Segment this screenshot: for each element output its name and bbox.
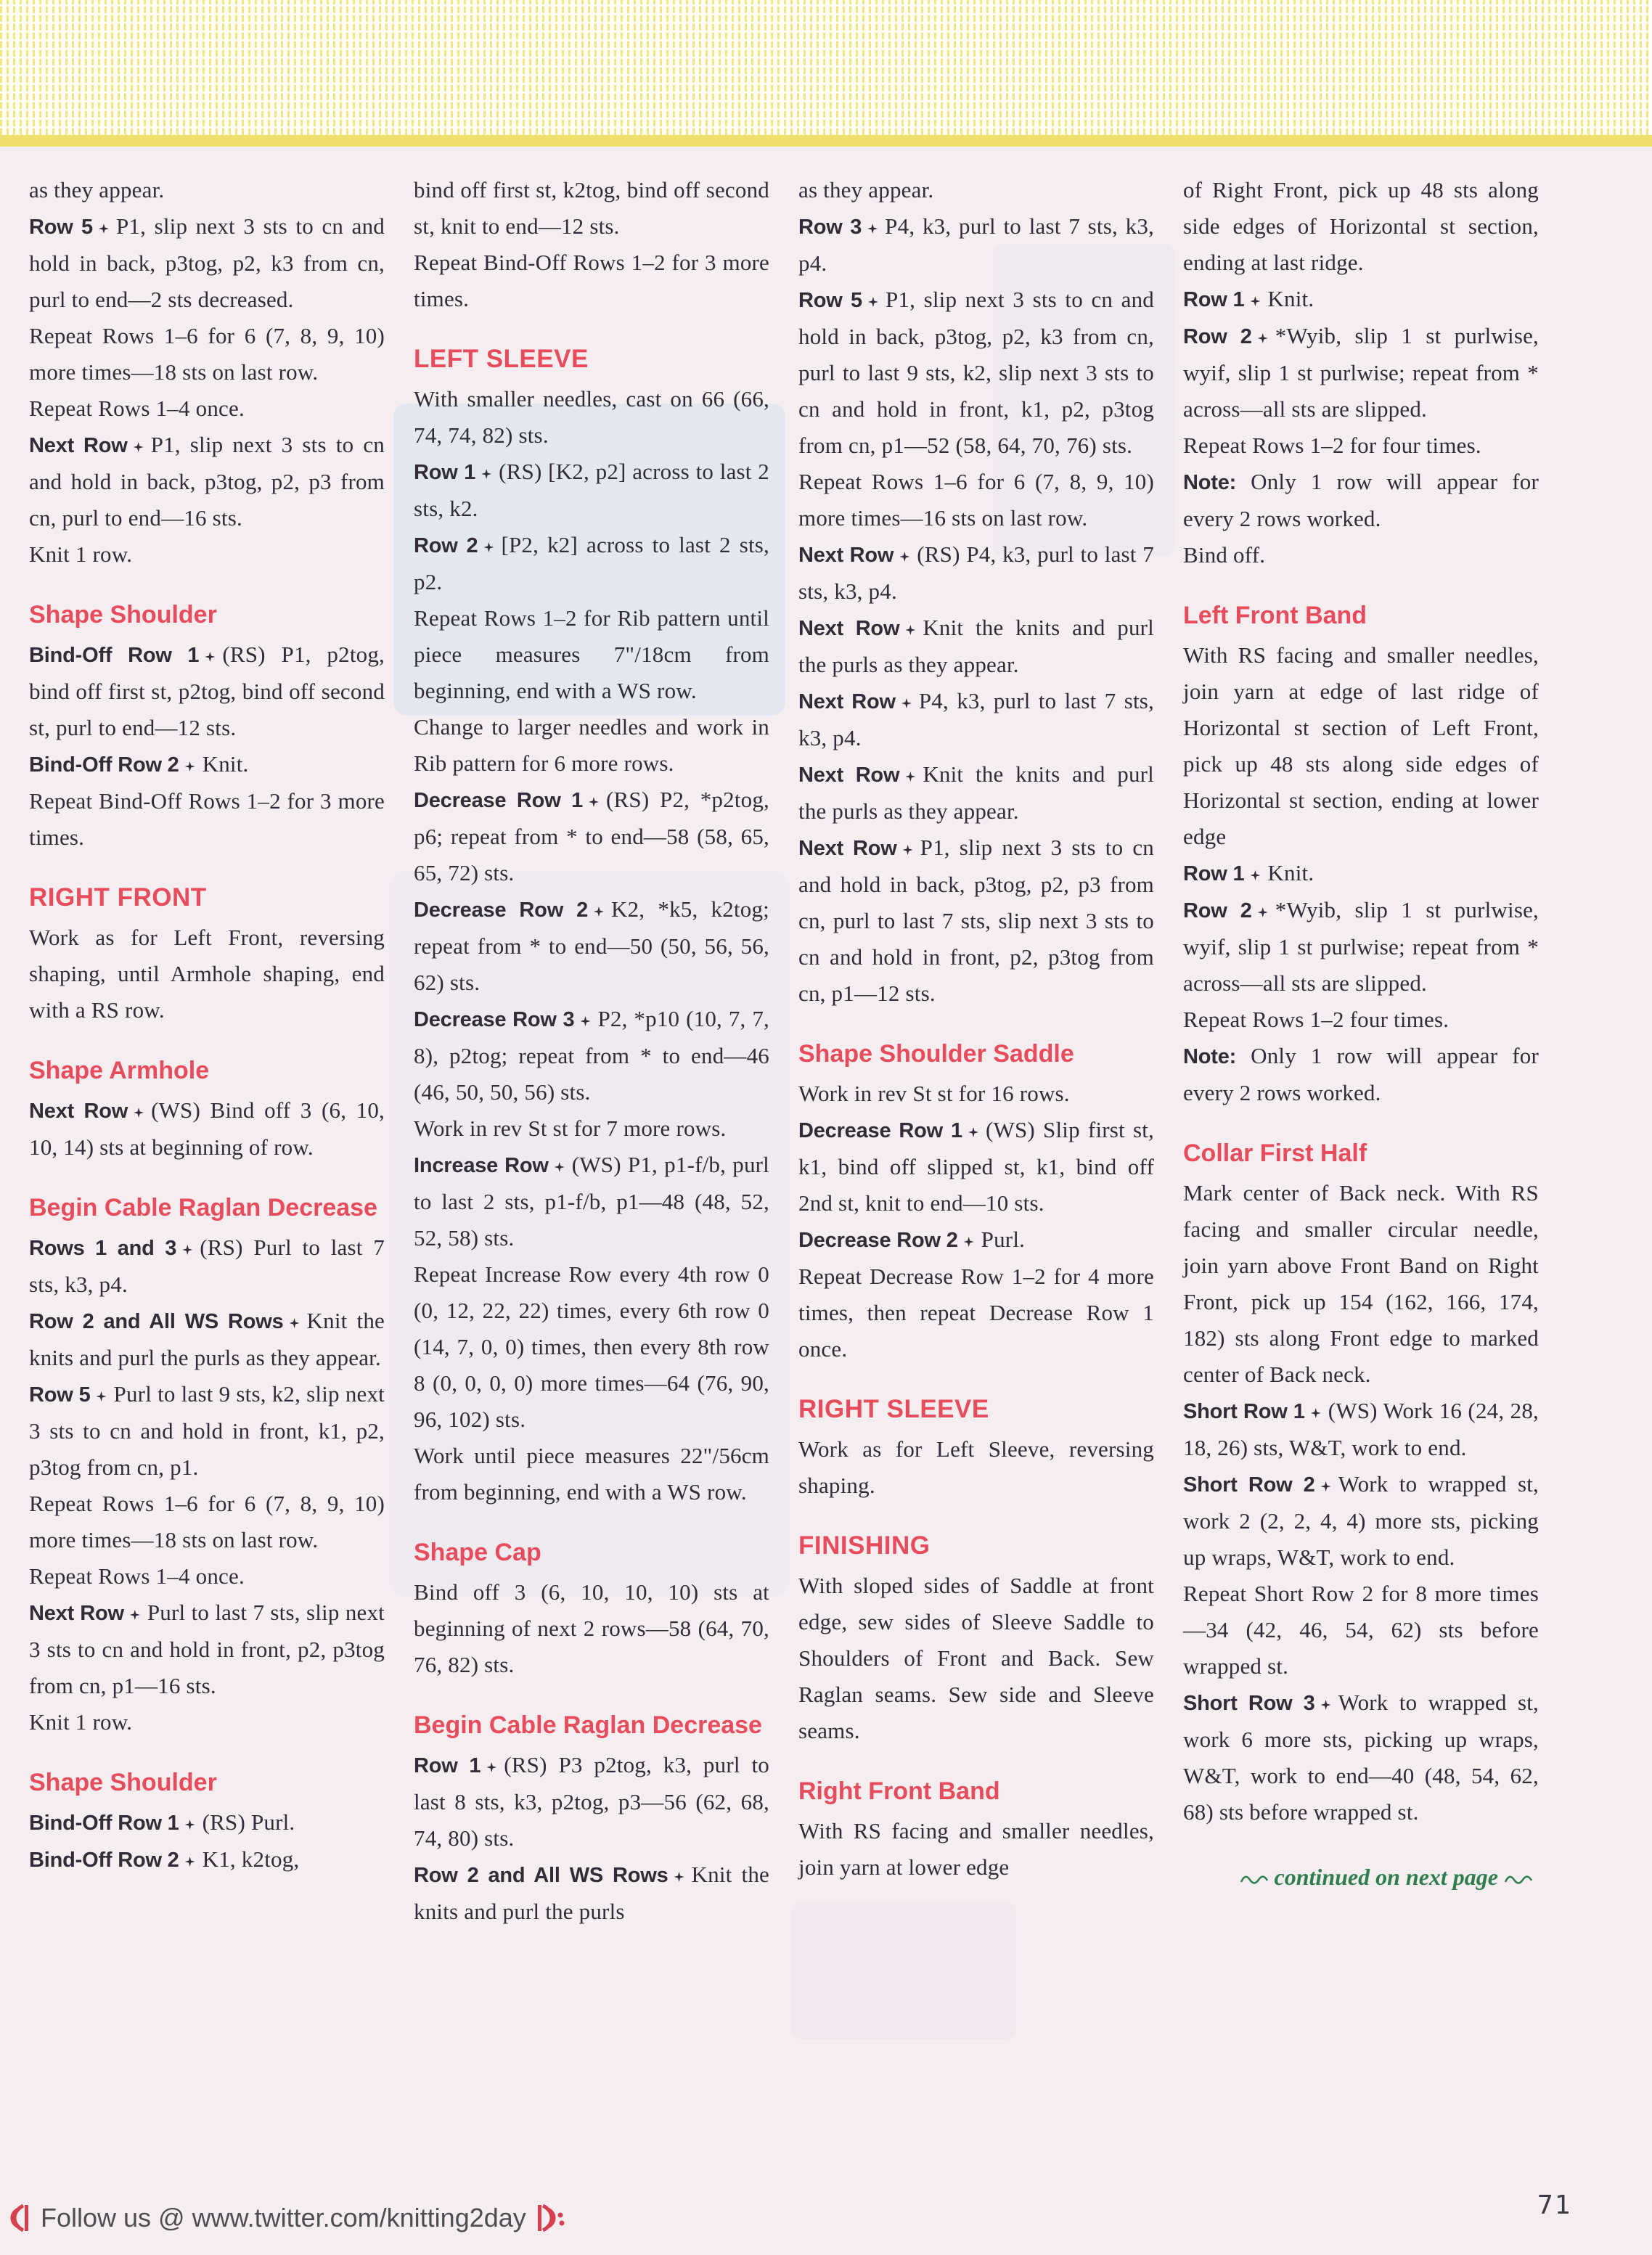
pattern-paragraph: of Right Front, pick up 48 sts along side edges of Horizontal st section, ending at last ridge. — [1183, 177, 1539, 275]
pattern-paragraph: Repeat Rows 1–4 once. — [29, 396, 245, 421]
pattern-paragraph: Next Row P4, k3, purl to last 7 sts, k3, p4. — [798, 688, 1155, 750]
pattern-paragraph: Work as for Left Front, reversing shaping, until Armhole shaping, end with a RS row. — [29, 925, 385, 1023]
pattern-paragraph: as they appear. — [798, 177, 934, 202]
row-label: Row 1 — [414, 1754, 481, 1777]
section-heading: FINISHING — [798, 1531, 931, 1560]
yarn-ornament-left-icon — [6, 2201, 30, 2235]
columns — [29, 172, 1539, 1930]
pattern-paragraph: Short Row 2 Work to wrapped st, work 2 (2, 2, 4, 4) more sts, picking up wraps, W&T, work to end. — [1183, 1471, 1539, 1570]
page-number: 71 — [1537, 2190, 1572, 2220]
pattern-paragraph: Work as for Left Sleeve, reversing shaping. — [798, 1436, 1154, 1498]
pattern-paragraph: Next Row P1, slip next 3 sts to cn and hold in back, p3tog, p2, p3 from cn, purl to last 7 sts, slip next 3 sts to cn and hold in front, p2, p3tog from cn, p1—12 sts. — [798, 835, 1155, 1006]
diamond-icon — [134, 1108, 144, 1118]
sub-heading: Begin Cable Raglan Decrease — [29, 1194, 377, 1221]
diamond-icon — [580, 1016, 590, 1026]
pattern-paragraph: Row 2 and All WS Rows Knit the knits and purl the purls — [414, 1862, 769, 1924]
pattern-paragraph: Row 5 Purl to last 9 sts, k2, slip next 3 sts to cn and hold in front, k1, p2, p3tog from cn, p1. — [29, 1381, 385, 1480]
row-label: Decrease Row 2 — [414, 899, 589, 922]
pattern-paragraph: Increase Row (WS) P1, p1-f/b, purl to last 2 sts, p1-f/b, p1—48 (48, 52, 52, 58) sts. — [414, 1152, 769, 1251]
pattern-paragraph: Decrease Row 1 (RS) P2, *p2tog, p6; repeat from * to end—58 (58, 65, 65, 72) sts. — [414, 787, 769, 885]
diamond-icon — [899, 552, 909, 562]
row-label: Decrease Row 1 — [414, 789, 584, 812]
diamond-icon — [99, 224, 109, 234]
pattern-paragraph: Row 2 [P2, k2] across to last 2 sts, p2. — [414, 532, 769, 594]
sub-heading: Collar First Half — [1183, 1139, 1367, 1167]
diamond-icon — [903, 845, 913, 855]
row-label: Short Row 2 — [1183, 1473, 1315, 1497]
pattern-paragraph: Row 1 (RS) [K2, p2] across to last 2 sts, k2. — [414, 459, 769, 521]
pattern-paragraph: Next Row (RS) P4, k3, purl to last 7 sts, k3, p4. — [798, 541, 1154, 604]
row-label: Next Row — [798, 544, 894, 567]
diamond-icon — [134, 442, 144, 452]
row-label: Row 2 and All WS Rows — [29, 1310, 284, 1333]
pattern-paragraph: Work in rev St st for 16 rows. — [798, 1081, 1070, 1106]
pattern-paragraph: Row 2 *Wyib, slip 1 st purlwise, wyif, slip 1 st purlwise; repeat from * across—all sts are slipped. — [1183, 323, 1539, 422]
row-label: Next Row — [798, 764, 900, 787]
sub-heading: Right Front Band — [798, 1777, 1000, 1805]
pattern-paragraph: Note: Only 1 row will appear for every 2 rows worked. — [1183, 1043, 1539, 1105]
pattern-paragraph: Repeat Rows 1–4 once. — [29, 1563, 245, 1589]
pattern-paragraph: Repeat Rows 1–2 four times. — [1183, 1007, 1449, 1032]
pattern-paragraph: Row 1 (RS) P3 p2tog, k3, purl to last 8 sts, k3, p2tog, p3—56 (62, 68, 74, 80) sts. — [414, 1752, 769, 1851]
pattern-paragraph: Repeat Decrease Row 1–2 for 4 more times, then repeat Decrease Row 1 once. — [798, 1264, 1154, 1362]
pattern-paragraph: Repeat Bind-Off Rows 1–2 for 3 more times. — [414, 250, 769, 311]
pattern-paragraph: Bind-Off Row 2 K1, k2tog, — [29, 1846, 300, 1872]
diamond-icon — [905, 625, 915, 635]
sub-heading: Shape Shoulder — [29, 1769, 217, 1796]
pattern-paragraph: Next Row Knit the knits and purl the purls as they appear. — [798, 761, 1154, 824]
row-label: Next Row — [798, 690, 896, 713]
diamond-icon — [555, 1162, 565, 1172]
sub-heading: Left Front Band — [1183, 602, 1367, 629]
row-label: Bind-Off Row 1 — [29, 644, 200, 667]
row-label: Next Row — [29, 434, 128, 457]
diamond-icon — [1311, 1408, 1321, 1418]
pattern-paragraph: Repeat Rows 1–2 for four times. — [1183, 433, 1481, 458]
diamond-icon — [868, 297, 878, 307]
diamond-icon — [205, 652, 215, 662]
diamond-icon — [481, 469, 491, 479]
row-label: Short Row 3 — [1183, 1692, 1315, 1715]
row-label: Rows 1 and 3 — [29, 1237, 177, 1260]
pattern-paragraph: Repeat Rows 1–6 for 6 (7, 8, 9, 10) more times—18 sts on last row. — [29, 1491, 385, 1552]
pattern-paragraph: Row 5 P1, slip next 3 sts to cn and hold in back, p3tog, p2, k3 from cn, purl to end—2 sts decreased. — [29, 213, 385, 312]
diamond-icon — [97, 1391, 107, 1401]
pattern-paragraph: Next Row Purl to last 7 sts, slip next 3 sts to cn and hold in front, p2, p3tog from cn, p1—16 sts. — [29, 1600, 385, 1698]
section-heading: RIGHT FRONT — [29, 883, 207, 912]
diamond-icon — [486, 1762, 496, 1772]
row-label: Row 1 — [1183, 288, 1245, 311]
row-label: Short Row 1 — [1183, 1400, 1305, 1423]
pattern-paragraph: Knit 1 row. — [29, 541, 133, 567]
pattern-paragraph: Work in rev St st for 7 more rows. — [414, 1116, 727, 1141]
pattern-paragraph: Bind-Off Row 2 Knit. — [29, 751, 249, 777]
diamond-icon — [867, 224, 878, 234]
diamond-icon — [1258, 333, 1268, 343]
pattern-paragraph: Rows 1 and 3 (RS) Purl to last 7 sts, k3, p4. — [29, 1235, 385, 1297]
row-label: Bind-Off Row 2 — [29, 1849, 179, 1872]
pattern-paragraph: Repeat Short Row 2 for 8 more times—34 (42, 46, 54, 62) sts before wrapped st. — [1183, 1581, 1539, 1679]
column-1 — [29, 172, 385, 1878]
row-label: Next Row — [29, 1100, 128, 1123]
column-3 — [798, 172, 1154, 1886]
row-label: Next Row — [798, 837, 897, 860]
pattern-paragraph: Mark center of Back neck. With RS facing and smaller circular needle, join yarn above Front Band on Right Front, pick up 154 (162, 166, 174, 182) sts along Front edge to marked center of Back neck. — [1183, 1180, 1539, 1387]
pattern-paragraph: Decrease Row 2 Purl. — [798, 1227, 1026, 1252]
diamond-icon — [594, 906, 604, 917]
diamond-icon — [185, 1857, 195, 1867]
pattern-paragraph: Bind off. — [1183, 542, 1266, 568]
pattern-paragraph: Change to larger needles and work in Rib pattern for 6 more rows. — [414, 714, 769, 776]
sub-heading: Shape Shoulder Saddle — [798, 1040, 1074, 1068]
row-label: Next Row — [29, 1602, 124, 1625]
top-banner-bar — [0, 135, 1652, 147]
pattern-paragraph: Repeat Rows 1–6 for 6 (7, 8, 9, 10) more times—16 sts on last row. — [798, 469, 1154, 531]
pattern-paragraph: Next Row Knit the knits and purl the purls as they appear. — [798, 615, 1154, 677]
diamond-icon — [1250, 870, 1260, 880]
pattern-paragraph: Decrease Row 3 P2, *p10 (10, 7, 7, 8), p2tog; repeat from * to end—46 (46, 50, 50, 56) sts. — [414, 1006, 769, 1105]
pattern-paragraph: Repeat Rows 1–2 for Rib pattern until piece measures 7"/18cm from beginning, end with a WS row. — [414, 605, 769, 703]
pattern-paragraph: With smaller needles, cast on 66 (66, 74, 74, 82) sts. — [414, 386, 769, 448]
row-label: Next Row — [798, 617, 900, 640]
row-label: Row 2 and All WS Rows — [414, 1864, 668, 1887]
diamond-icon — [1321, 1481, 1331, 1491]
section-heading: RIGHT SLEEVE — [798, 1395, 989, 1423]
row-label: Note: — [1183, 1045, 1237, 1068]
diamond-icon — [674, 1872, 684, 1882]
pattern-paragraph: Row 2 and All WS Rows Knit the knits and purl the purls as they appear. — [29, 1308, 385, 1370]
diamond-icon — [968, 1127, 978, 1137]
pattern-paragraph: Bind off 3 (6, 10, 10, 10) sts at beginning of next 2 rows—58 (64, 70, 76, 82) sts. — [414, 1579, 769, 1677]
pattern-paragraph: Next Row (WS) Bind off 3 (6, 10, 10, 14) sts at beginning of row. — [29, 1097, 385, 1160]
diamond-icon — [1250, 296, 1260, 306]
row-label: Row 5 — [798, 289, 862, 312]
swash-icon — [1504, 1873, 1533, 1886]
diamond-icon — [905, 772, 915, 782]
row-label: Note: — [1183, 471, 1237, 494]
continued-note — [1183, 1861, 1539, 1893]
diamond-icon — [901, 698, 912, 708]
sub-heading: Shape Cap — [414, 1539, 541, 1566]
row-label: Row 5 — [29, 1383, 91, 1407]
pattern-paragraph: Next Row P1, slip next 3 sts to cn and hold in back, p3tog, p2, p3 from cn, purl to end—16 sts. — [29, 432, 385, 531]
row-label: Bind-Off Row 2 — [29, 753, 179, 777]
pattern-paragraph: Note: Only 1 row will appear for every 2 rows worked. — [1183, 469, 1539, 531]
pattern-paragraph: bind off first st, k2tog, bind off second st, knit to end—12 sts. — [414, 177, 769, 239]
pattern-paragraph: Repeat Bind-Off Rows 1–2 for 3 more times. — [29, 788, 385, 850]
diamond-icon — [185, 761, 195, 772]
diamond-icon — [589, 797, 599, 807]
row-label: Row 2 — [414, 534, 478, 557]
pattern-paragraph: Row 2 *Wyib, slip 1 st purlwise, wyif, slip 1 st purlwise; repeat from * across—all sts are slipped. — [1183, 897, 1539, 996]
diamond-icon — [483, 542, 494, 552]
pattern-paragraph: Decrease Row 2 K2, *k5, k2tog; repeat from * to end—50 (50, 56, 56, 62) sts. — [414, 896, 769, 995]
row-label: Row 2 — [1183, 325, 1252, 348]
diamond-icon — [130, 1610, 140, 1620]
diamond-icon — [182, 1245, 192, 1255]
column-4 — [1183, 172, 1539, 1893]
diamond-icon — [1258, 907, 1268, 917]
row-label: Bind-Off Row 1 — [29, 1812, 179, 1835]
pattern-paragraph: Bind-Off Row 1 (RS) P1, p2tog, bind off first st, p2tog, bind off second st, purl to end—12 sts. — [29, 642, 385, 740]
pattern-paragraph: Row 1 Knit. — [1183, 286, 1314, 311]
yarn-ornament-right-icon — [536, 2201, 565, 2235]
pattern-paragraph: With sloped sides of Saddle at front edge, sew sides of Sleeve Saddle to Shoulders of Front and Back. Sew Raglan seams. Sew side and Sleeve seams. — [798, 1573, 1154, 1743]
sub-heading: Begin Cable Raglan Decrease — [414, 1711, 762, 1739]
pattern-paragraph: Work until piece measures 22"/56cm from beginning, end with a WS row. — [414, 1443, 769, 1505]
row-label: Decrease Row 2 — [798, 1229, 958, 1252]
row-label: Decrease Row 3 — [414, 1008, 575, 1031]
continued-text: continued on next page — [1274, 1864, 1498, 1890]
pattern-paragraph: Decrease Row 1 (WS) Slip first st, k1, bind off slipped st, k1, bind off 2nd st, knit to end—10 sts. — [798, 1117, 1154, 1216]
pattern-paragraph: Row 1 Knit. — [1183, 860, 1314, 885]
pattern-paragraph: Row 5 P1, slip next 3 sts to cn and hold in back, p3tog, p2, k3 from cn, purl to last 9 sts, k2, slip next 3 sts to cn and hold in front, k1, p2, p3tog from cn, p1—52 (58, 64, 70, 76) sts. — [798, 287, 1154, 458]
swash-icon — [1240, 1873, 1269, 1886]
footer-text: Follow us @ www.twitter.com/knitting2day — [41, 2203, 526, 2233]
pattern-paragraph: Repeat Increase Row every 4th row 0 (0, 12, 22, 22) times, every 6th row 0 (14, 7, 0, 0) times, then every 8th row 8 (0, 0, 0, 0) more times—64 (76, 90, 96, 102) sts. — [414, 1261, 769, 1432]
pattern-paragraph: Row 3 P4, k3, purl to last 7 sts, k3, p4. — [798, 213, 1155, 276]
row-label: Increase Row — [414, 1154, 549, 1177]
pattern-paragraph: as they appear. — [29, 177, 165, 202]
row-label: Row 3 — [798, 216, 862, 239]
pattern-paragraph: With RS facing and smaller needles, join yarn at edge of last ridge of Horizontal st section of Left Front, pick up 48 sts along side edges of Horizontal st section, ending at lower edge — [1183, 642, 1539, 849]
section-heading: LEFT SLEEVE — [414, 345, 589, 373]
pattern-paragraph: Knit 1 row. — [29, 1709, 133, 1735]
pattern-paragraph: Repeat Rows 1–6 for 6 (7, 8, 9, 10) more times—18 sts on last row. — [29, 323, 385, 385]
sub-heading: Shape Armhole — [29, 1057, 210, 1084]
pattern-paragraph: Short Row 3 Work to wrapped st, work 6 more sts, picking up wraps, W&T, work to end—40 (48, 54, 62, 68) sts before wrapped st. — [1183, 1690, 1539, 1825]
diamond-icon — [1321, 1700, 1331, 1710]
row-label: Row 1 — [1183, 862, 1245, 885]
diamond-icon — [185, 1820, 195, 1830]
footer — [6, 2196, 565, 2240]
top-banner-pattern — [0, 0, 1652, 135]
diamond-icon — [290, 1318, 300, 1328]
pattern-paragraph: Bind-Off Row 1 (RS) Purl. — [29, 1809, 295, 1835]
row-label: Decrease Row 1 — [798, 1119, 962, 1142]
pattern-paragraph: Short Row 1 (WS) Work 16 (24, 28, 18, 26) sts, W&T, work to end. — [1183, 1398, 1539, 1460]
sub-heading: Shape Shoulder — [29, 601, 217, 629]
row-label: Row 2 — [1183, 899, 1252, 922]
pattern-paragraph: With RS facing and smaller needles, join yarn at lower edge — [798, 1818, 1154, 1880]
column-2 — [414, 172, 769, 1930]
row-label: Row 1 — [414, 461, 476, 484]
diamond-icon — [964, 1237, 974, 1247]
row-label: Row 5 — [29, 216, 93, 239]
